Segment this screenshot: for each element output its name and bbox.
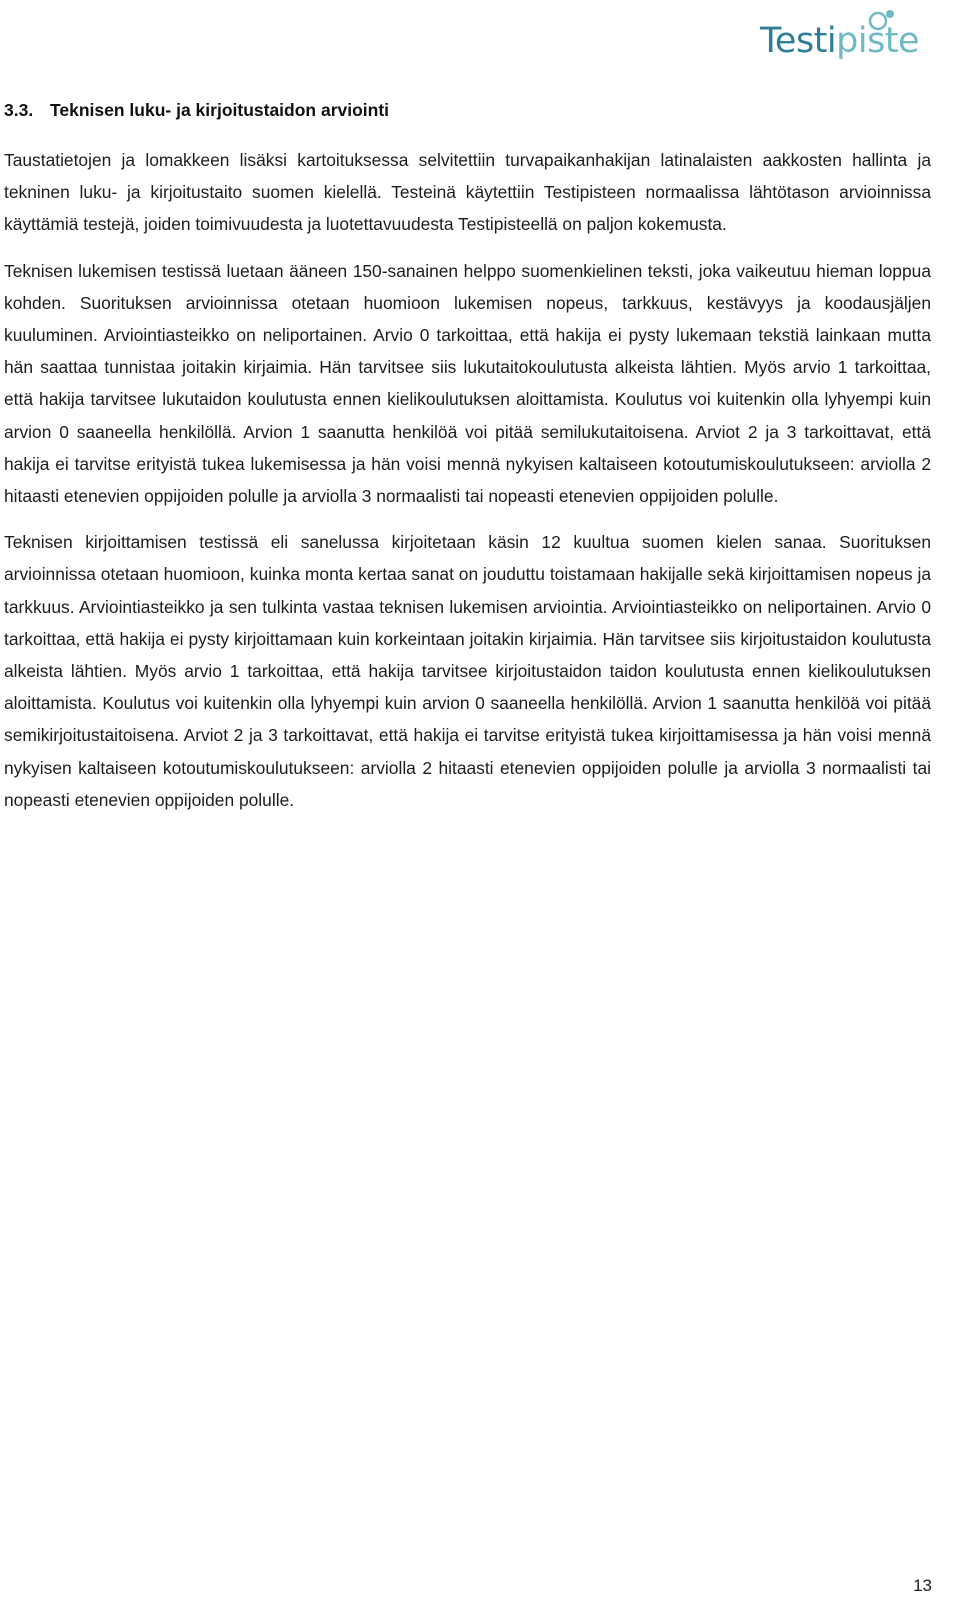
section-number: 3.3.	[4, 100, 34, 120]
paragraph-writing-test: Teknisen kirjoittamisen testissä eli sanelussa kirjoitetaan käsin 12 kuultua suomen kielen sanaa. Suorituksen arvioinnissa otetaan huomioon, kuinka monta kertaa sanat on jouduttu toistamaan hakijalle sekä kirjoittamisen nopeus ja tarkkuus. Arviointiasteikko ja sen tulkinta vastaa teknisen lukemisen arviointia. Arviointiasteikko on neliportainen. Arvio 0 tarkoittaa, että hakija ei pysty kirjoittamaan kuin korkeintaan joitakin kirjaimia. Hän tarvitsee siis kirjoitustaidon koulutusta alkeista lähtien. Myös arvio 1 tarkoittaa, että hakija tarvitsee kirjoitustaidon taidon koulutusta ennen kielikoulutuksen aloittamista. Koulutus voi kuitenkin olla lyhyempi kuin arvion 0 saaneella henkilöllä. Arvion 1 saanutta henkilöä voi pitää semikirjoitustaitoisena. Arviot 2 ja 3 tarkoittavat, että hakija ei tarvitse erityistä tukea kirjoittamisessa ja hän voisi mennä nykyisen kaltaiseen kotoutumiskoulutukseen: arviolla 2 hitaasti etenevien oppijoiden polulle ja arviolla 3 normaalisti tai nopeasti etenevien oppijoiden polulle.	[4, 532, 931, 810]
page-number: 13	[913, 1576, 932, 1595]
document-body	[4, 144, 931, 830]
paragraph-background: Taustatietojen ja lomakkeen lisäksi kartoituksessa selvitettiin turvapaikanhakijan latinalaisten aakkosten hallinta ja tekninen luku- ja kirjoitustaito suomen kielellä. Testeinä käytettiin Testipisteen normaalissa lähtötason arvioinnissa käyttämiä testejä, joiden toimivuudesta ja luotettavuudesta Testipisteellä on paljon kokemusta.	[4, 150, 931, 235]
testipiste-logo	[760, 4, 950, 66]
section-heading	[4, 96, 944, 124]
paragraph-reading-test: Teknisen lukemisen testissä luetaan ääneen 150-sanainen helppo suomenkielinen teksti, joka vaikeutuu hieman loppua kohden. Suorituksen arvioinnissa otetaan huomioon lukemisen nopeus, tarkkuus, kestävyys ja koodausjäljen kuuluminen. Arviointiasteikko on neliportainen. Arvio 0 tarkoittaa, että hakija ei pysty lukemaan tekstiä lainkaan mutta hän saattaa tunnistaa joitakin kirjaimia. Hän tarvitsee siis lukutaitokoulutusta alkeista lähtien. Myös arvio 1 tarkoittaa, että hakija tarvitsee lukutaidon koulutusta ennen kielikoulutuksen aloittamista. Koulutus voi kuitenkin olla lyhyempi kuin arvion 0 saaneella henkilöllä. Arvion 1 saanutta henkilöä voi pitää semilukutaitoisena. Arviot 2 ja 3 tarkoittavat, että hakija ei tarvitse erityistä tukea lukemisessa ja hän voisi mennä nykyisen kaltaiseen kotoutumiskoulutukseen: arviolla 2 hitaasti etenevien oppijoiden polulle ja arviolla 3 normaalisti tai nopeasti etenevien oppijoiden polulle.	[4, 260, 931, 507]
logo-text-part2: piste	[836, 21, 920, 61]
section-title: Teknisen luku- ja kirjoitustaidon arviointi	[50, 100, 390, 120]
logo-wordmark	[760, 21, 920, 61]
logo-text-part1: Testi	[760, 21, 837, 61]
